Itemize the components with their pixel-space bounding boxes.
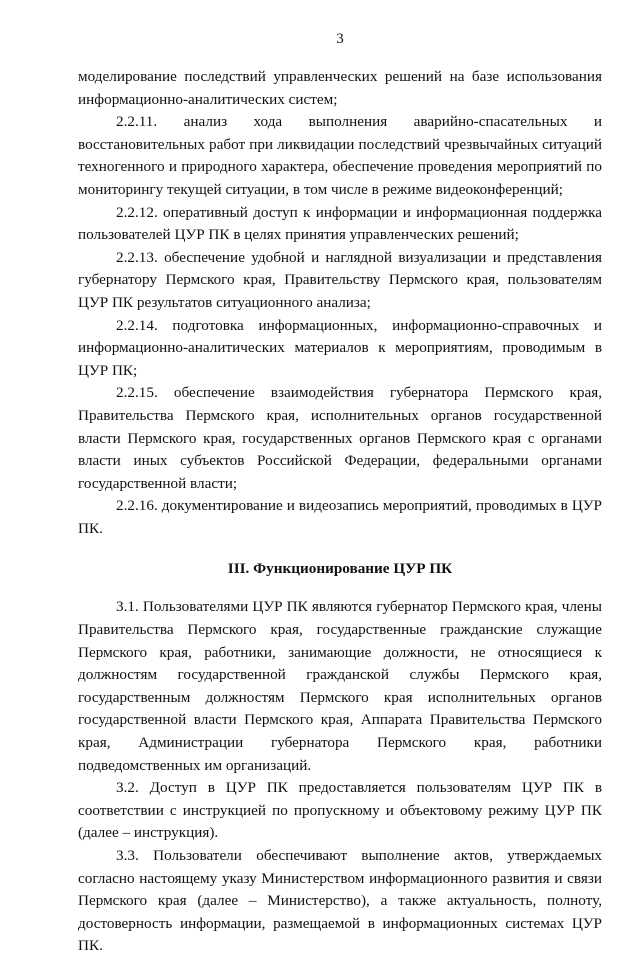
- page-number: 3: [336, 31, 344, 47]
- paragraph-2-2-12: 2.2.12. оперативный доступ к информации и информационная поддержка пользователей ЦУР ПК в целях принятия управленческих решений;: [78, 203, 602, 244]
- paragraph-continuation: моделирование последствий управленческих решений на базе использования информационно-аналитических систем;: [78, 68, 602, 108]
- paragraph-2-2-13: 2.2.13. обеспечение удобной и наглядной визуализации и представления губернатору Пермского края, Правительству Пермского края, пользователям ЦУР ПК результатов ситуационного анализа;: [78, 248, 602, 311]
- paragraph-3-2: 3.2. Доступ в ЦУР ПК предоставляется пользователям ЦУР ПК в соответствии с инструкцией по пропускному и объектовому режиму ЦУР ПК (далее – инструкция).: [78, 779, 602, 842]
- paragraph-2-2-15: 2.2.15. обеспечение взаимодействия губернатора Пермского края, Правительства Пермского края, исполнительных органов государственной власти Пермского края, государственных органов Пермского края с органами власти иных субъектов Российской Федерации, федеральными органами государственной власти;: [78, 384, 602, 492]
- document-page: [78, 30, 602, 958]
- paragraph-3-1: 3.1. Пользователями ЦУР ПК являются губернатор Пермского края, члены Правительства Пермского края, государственные гражданские служащие Пермского края, работники, занимающие должности, не относящиеся к должностям государственной гражданской службы Пермского края, государственным должностям Пермского края исполнительных органов государственной власти Пермского края, Аппарата Правительства Пермского края, Администрации губернатора Пермского края, работники подведомственных им организаций.: [78, 598, 602, 774]
- paragraph-2-2-14: 2.2.14. подготовка информационных, информационно-справочных и информационно-аналитических материалов к мероприятиям, проводимым в ЦУР ПК;: [78, 316, 602, 379]
- paragraph-2-2-11: 2.2.11. анализ хода выполнения аварийно-спасательных и восстановительных работ при ликвидации последствий чрезвычайных ситуаций техногенного и природного характера, обеспечение проведения мероприятий по мониторингу текущей ситуации, в том числе в режиме видеоконференций;: [78, 113, 602, 198]
- section-title: III. Функционирование ЦУР ПК: [227, 560, 453, 578]
- paragraph-3-3: 3.3. Пользователи обеспечивают выполнение актов, утверждаемых согласно настоящему указу Министерством информационного развития и связи Пермского края (далее – Министерство), а также актуальность, полноту, достоверность информации, размещаемой в информационных системах ЦУР ПК.: [78, 847, 602, 955]
- paragraph-2-2-16: 2.2.16. документирование и видеозапись мероприятий, проводимых в ЦУР ПК.: [78, 497, 602, 537]
